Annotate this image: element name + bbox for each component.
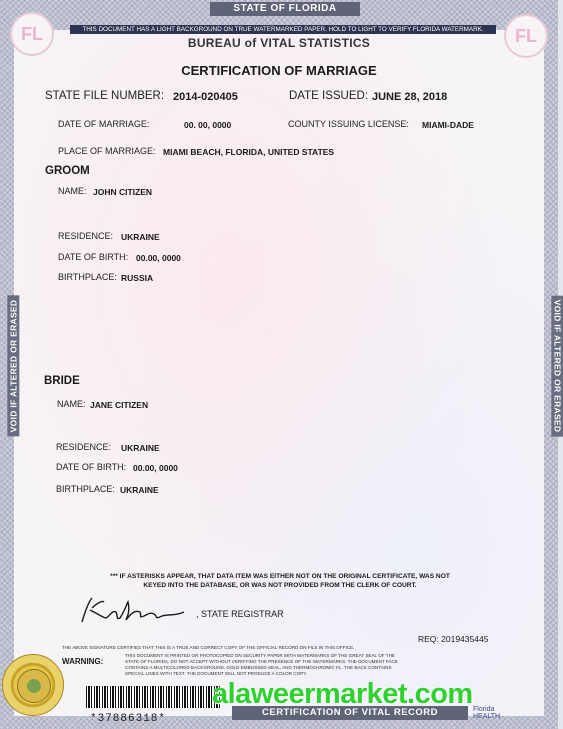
groom-dob-label: DATE OF BIRTH: (58, 252, 129, 262)
state-banner: STATE OF FLORIDA (210, 2, 360, 16)
groom-name-label: NAME: (58, 186, 87, 196)
bureau-title: BUREAU of VITAL STATISTICS (187, 36, 371, 50)
gold-seal-icon (2, 654, 64, 716)
bride-name-value: JANE CITIZEN (90, 400, 149, 410)
warning-label: WARNING: (62, 657, 104, 666)
registrar-signature-graphic (76, 594, 196, 628)
certificate-title: CERTIFICATION OF MARRIAGE (181, 63, 377, 78)
groom-name-value: JOHN CITIZEN (93, 187, 153, 197)
barcode-number: *37886318* (90, 713, 167, 725)
bride-residence-value: UKRAINE (121, 443, 160, 453)
void-notice-right: VOID IF ALTERED OR ERASED (551, 296, 563, 437)
fl-thermochromic-badge-right: FL (504, 14, 548, 58)
groom-residence-value: UKRAINE (121, 232, 160, 242)
bride-birthplace-value: UKRAINE (120, 485, 159, 495)
barcode-graphic (86, 686, 222, 708)
fl-thermochromic-badge-left: FL (10, 12, 54, 56)
asterisk-note-line-2: KEYED INTO THE DATABASE, OR WAS NOT PROVIDED FROM THE CLERK OF COURT. (143, 582, 417, 589)
bride-birthplace-label: BIRTHPLACE: (56, 484, 115, 494)
groom-birthplace-value: RUSSIA (121, 273, 154, 283)
groom-residence-label: RESIDENCE: (58, 231, 114, 241)
request-number: REQ: 2019435445 (418, 634, 489, 644)
florida-health-logo: Florida HEALTH (473, 706, 501, 720)
date-issued-label: DATE ISSUED: (289, 90, 369, 102)
bride-name-label: NAME: (57, 399, 86, 409)
asterisk-note-line-1: *** IF ASTERISKS APPEAR, THAT DATA ITEM WAS EITHER NOT ON THE ORIGINAL CERTIFICATE, WAS NOT (110, 573, 450, 580)
site-watermark: alaweermarket.com (212, 678, 473, 710)
watermark-notice: THIS DOCUMENT HAS A LIGHT BACKGROUND ON TRUE WATERMARKED PAPER. HOLD TO LIGHT TO VERIFY FLORIDA WATERMARK. (70, 25, 496, 34)
bride-dob-value: 00.00, 0000 (133, 463, 178, 473)
place-label: PLACE OF MARRIAGE: (58, 146, 156, 156)
bride-dob-label: DATE OF BIRTH: (56, 462, 127, 472)
groom-dob-value: 00.00, 0000 (136, 253, 181, 263)
void-notice-left: VOID IF ALTERED OR ERASED (7, 296, 19, 437)
bride-heading: BRIDE (44, 375, 80, 387)
vital-record-banner: CERTIFICATION OF VITAL RECORD (232, 706, 468, 720)
registrar-title: , STATE REGISTRAR (196, 609, 284, 619)
bride-residence-label: RESIDENCE: (56, 442, 112, 452)
date-of-marriage-label: DATE OF MARRIAGE: (58, 119, 150, 129)
county-value: MIAMI-DADE (422, 120, 474, 130)
place-value: MIAMI BEACH, FLORIDA, UNITED STATES (163, 147, 335, 157)
state-file-label: STATE FILE NUMBER: (45, 90, 165, 102)
warning-text: THIS DOCUMENT IS PRINTED OR PHOTOCOPIED ON SECURITY PAPER WITH WATERMARKS OF THE GREAT SEAL OF THE STATE OF FLORIDA. DO NOT ACCEPT WITHOUT VERIFYING THE PRESENCE OF THE WATERMARKS. THE DOCUMENT FACE CONTAINS A MULTICOLORED BACKGROUND, GOLD EMBOSSED SEAL, AND THERMOCHROMIC FL. THE BACK CONTAINS SPECIAL LINES WITH TEXT. THE DOCUMENT WILL NOT PRODUCE A COLOR COPY. (125, 653, 398, 676)
county-label: COUNTY ISSUING LICENSE: (288, 119, 409, 129)
groom-heading: GROOM (45, 165, 90, 177)
groom-birthplace-label: BIRTHPLACE: (58, 272, 117, 282)
certification-statement: THE ABOVE SIGNATURE CERTIFIES THAT THIS IS A TRUE AND CORRECT COPY OF THE OFFICIAL RECORD ON FILE IN THIS OFFICE. (62, 645, 355, 650)
date-issued-value: JUNE 28, 2018 (372, 91, 448, 103)
date-of-marriage-value: 00. 00, 0000 (184, 120, 232, 130)
state-file-value: 2014-020405 (173, 91, 238, 103)
